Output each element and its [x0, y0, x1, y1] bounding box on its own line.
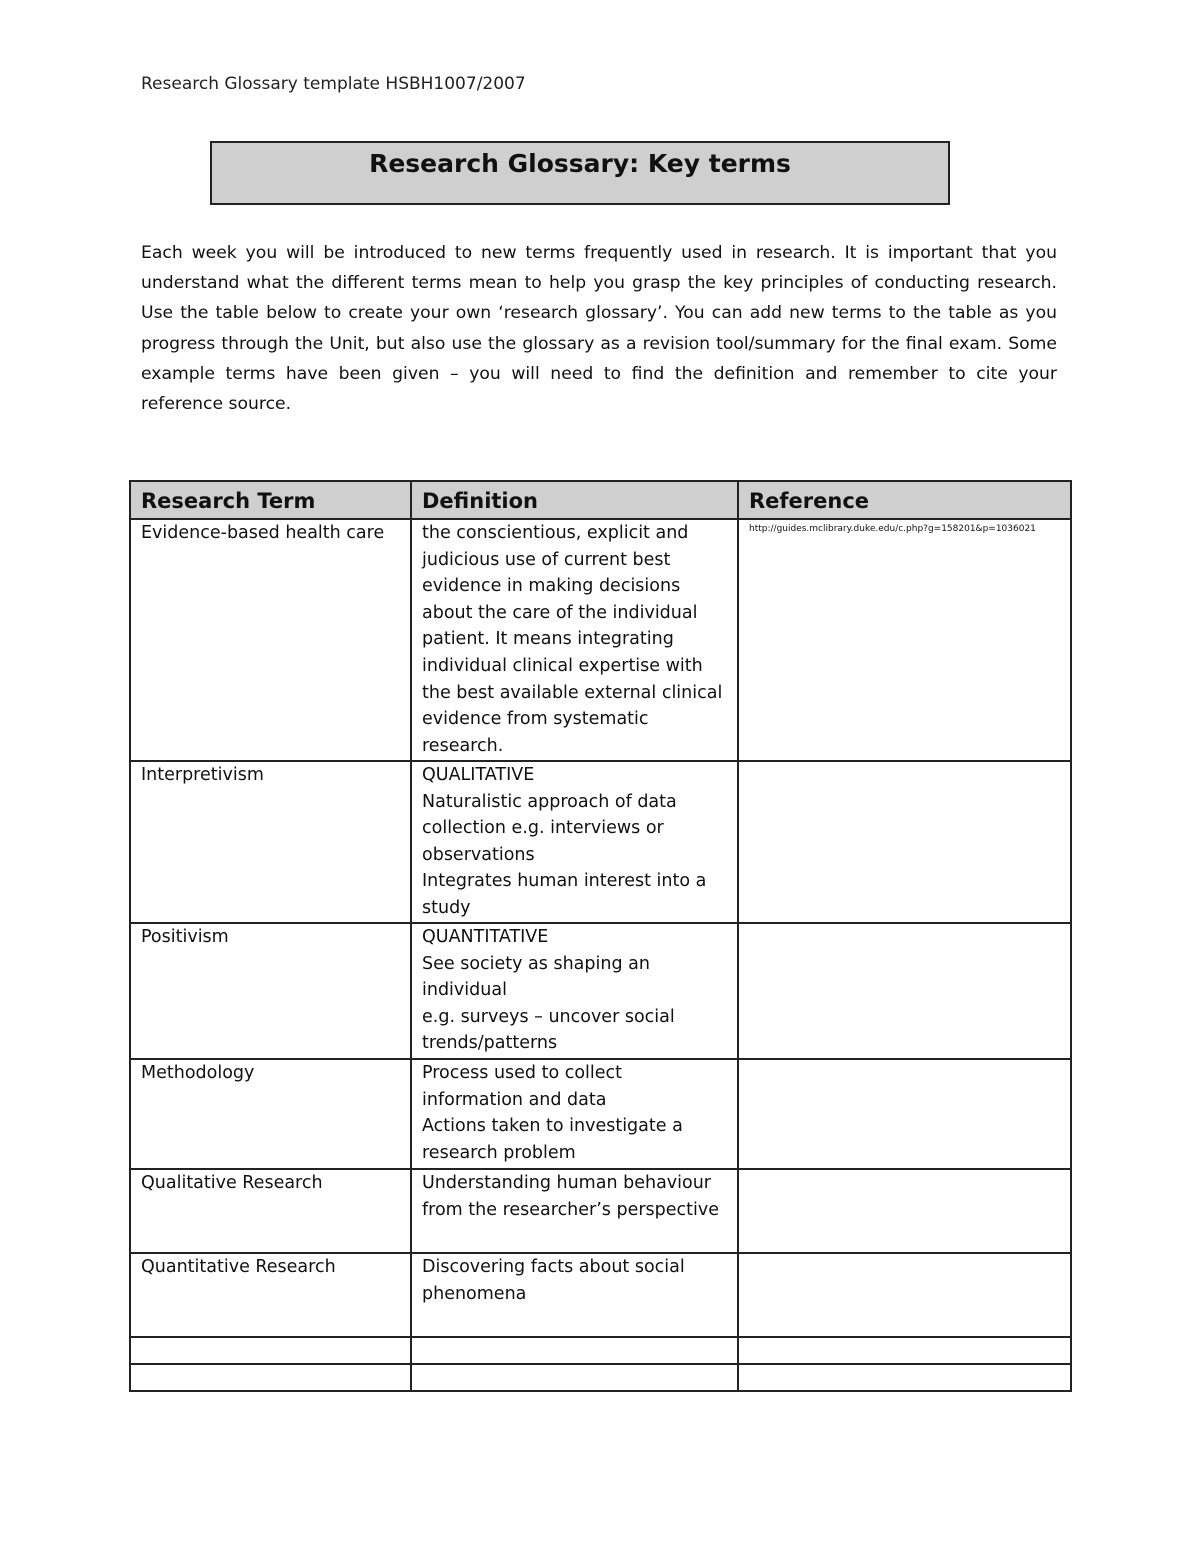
definition-text: Understanding human behaviour from the researcher’s perspective — [422, 1173, 720, 1220]
definition-cell[interactable] — [411, 1169, 738, 1253]
term-cell[interactable]: Interpretivism — [130, 761, 411, 923]
table-row — [130, 1059, 1071, 1169]
term-cell[interactable]: Qualitative Research — [130, 1169, 411, 1253]
term-cell[interactable] — [130, 1364, 411, 1391]
reference-cell[interactable] — [738, 1337, 1071, 1364]
definition-text: Discovering facts about social phenomena — [422, 1257, 685, 1304]
reference-cell[interactable] — [738, 1253, 1071, 1337]
definition-cell[interactable] — [411, 1059, 738, 1169]
reference-cell[interactable] — [738, 1059, 1071, 1169]
definition-cell[interactable] — [411, 1364, 738, 1391]
reference-cell[interactable] — [738, 1169, 1071, 1253]
table-row — [130, 1253, 1071, 1337]
header-research-term: Research Term — [130, 481, 411, 519]
intro-paragraph: Each week you will be introduced to new terms frequently used in research. It is important that you understand what the different terms mean to help you grasp the key principles of conducting research. Use the table below to create your own ‘research glossary’. You can add new terms to the table as you progress through the Unit, but also use the glossary as a revision tool/summary for the final exam. Some example terms have been given – you will need to find the definition and remember to cite your reference source. — [141, 243, 1057, 415]
term-cell[interactable]: Quantitative Research — [130, 1253, 411, 1337]
table-row-empty — [130, 1337, 1071, 1364]
definition-cell[interactable] — [411, 1253, 738, 1337]
table-row — [130, 761, 1071, 923]
term-cell[interactable]: Methodology — [130, 1059, 411, 1169]
term-cell[interactable]: Evidence-based health care — [130, 519, 411, 761]
table-row-empty — [130, 1364, 1071, 1391]
definition-cell[interactable] — [411, 923, 738, 1059]
definition-cell[interactable] — [411, 519, 738, 761]
definition-text: QUALITATIVE Naturalistic approach of data collection e.g. interviews or observations Integrates human interest into a study — [422, 765, 707, 918]
term-cell[interactable] — [130, 1337, 411, 1364]
definition-text: Process used to collect information and data Actions taken to investigate a research problem — [422, 1063, 683, 1163]
definition-cell[interactable] — [411, 761, 738, 923]
definition-text: QUANTITATIVE See society as shaping an individual e.g. surveys – uncover social trends/patterns — [422, 927, 675, 1054]
reference-cell[interactable]: http://guides.mclibrary.duke.edu/c.php?g=158201&p=1036021 — [738, 519, 1071, 761]
table-header-row — [130, 481, 1071, 519]
table-row — [130, 923, 1071, 1059]
definition-text: the conscientious, explicit and judicious use of current best evidence in making decisions about the care of the individual patient. It means integrating individual clinical expertise with the best available external clinical evidence from systematic research. — [422, 523, 723, 756]
reference-cell[interactable] — [738, 761, 1071, 923]
reference-cell[interactable] — [738, 1364, 1071, 1391]
reference-cell[interactable] — [738, 923, 1071, 1059]
header-definition: Definition — [411, 481, 738, 519]
term-cell[interactable]: Positivism — [130, 923, 411, 1059]
table-row — [130, 519, 1071, 761]
header-reference: Reference — [738, 481, 1071, 519]
document-header-note: Research Glossary template HSBH1007/2007 — [141, 74, 526, 94]
title-box — [210, 141, 950, 205]
page-title: Research Glossary: Key terms — [369, 149, 791, 178]
glossary-table — [129, 480, 1072, 1392]
table-row — [130, 1169, 1071, 1253]
definition-cell[interactable] — [411, 1337, 738, 1364]
